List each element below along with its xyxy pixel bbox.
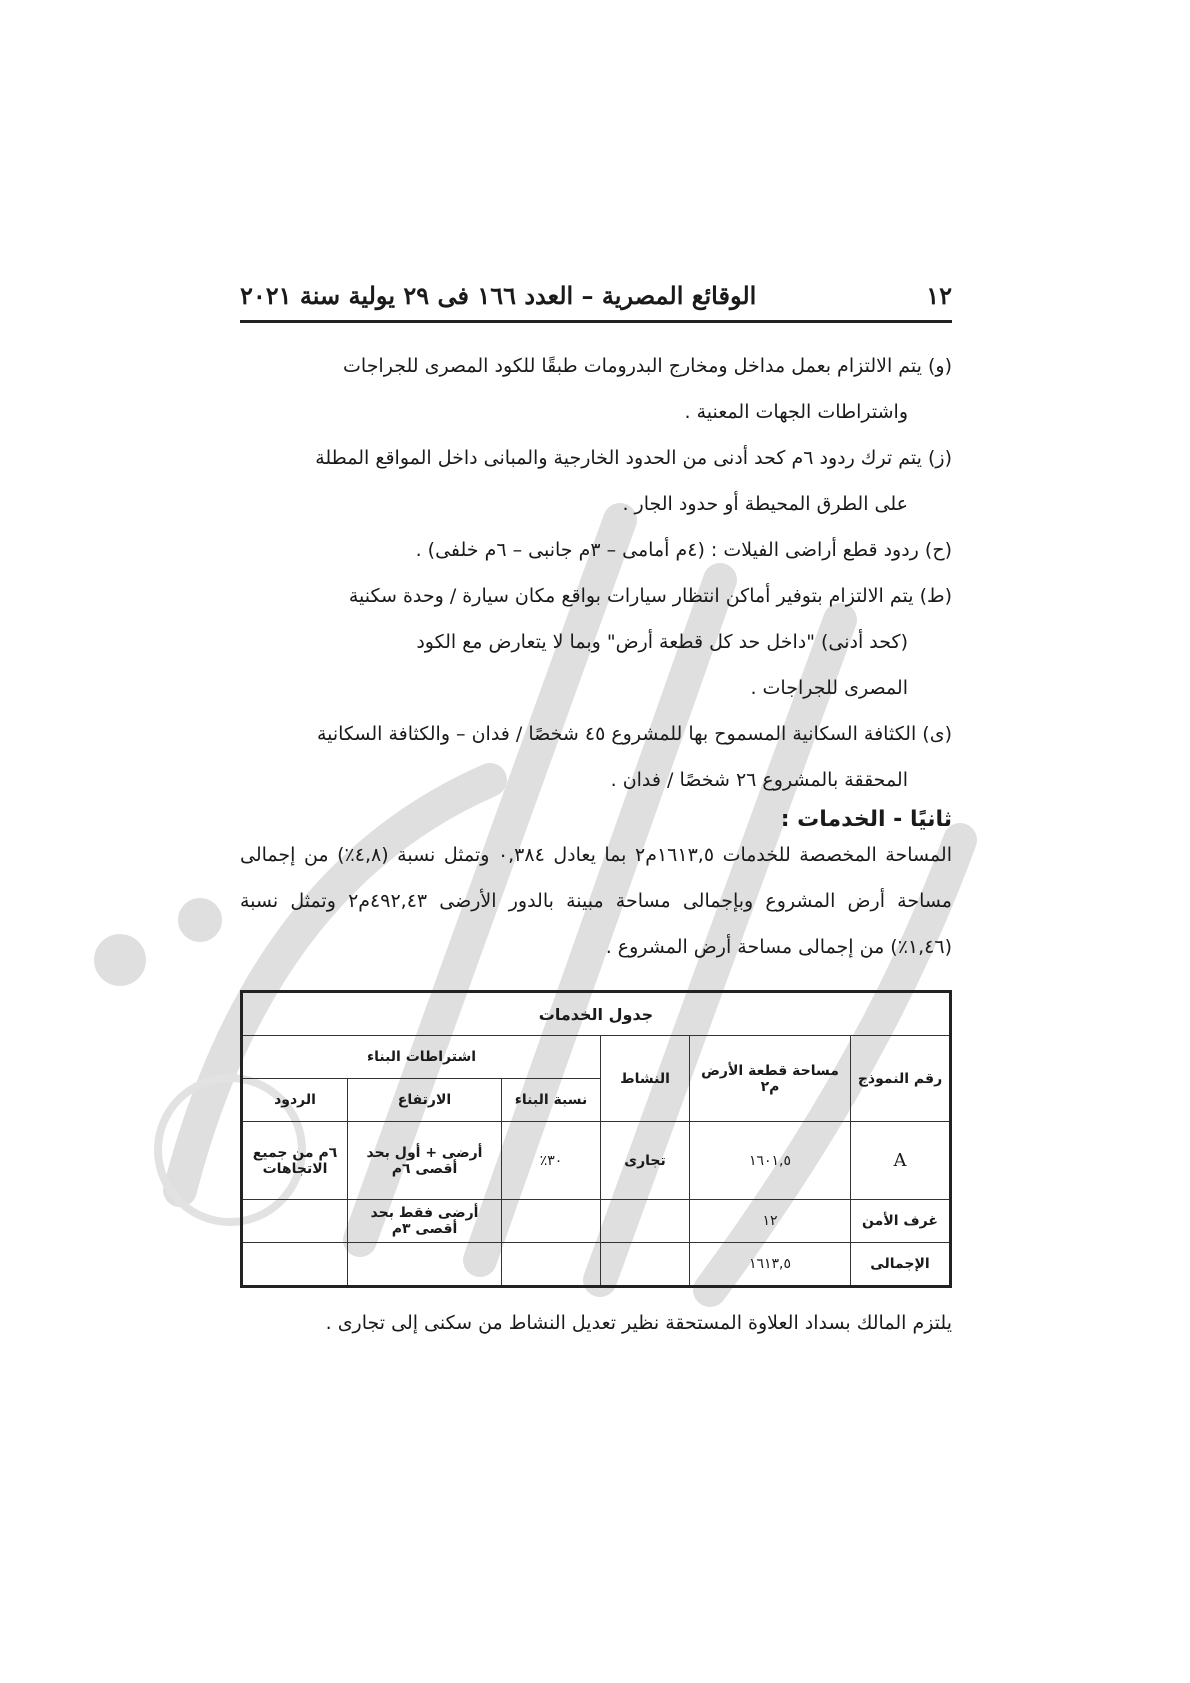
- cell-height: [348, 1243, 502, 1287]
- header-activity: النشاط: [601, 1036, 690, 1122]
- cell-setbacks: [242, 1200, 348, 1243]
- condition-line: يتم ترك ردود ٦م كحد أدنى من الحدود الخارجية والمبانى داخل المواقع المطلة: [315, 447, 922, 469]
- condition-item: [240, 573, 952, 711]
- condition-line: على الطرق المحيطة أو حدود الجار .: [622, 493, 908, 515]
- header-building-ratio: نسبة البناء: [502, 1079, 601, 1122]
- condition-item: [240, 343, 952, 435]
- condition-line: المحققة بالمشروع ٢٦ شخصًا / فدان .: [610, 769, 908, 791]
- cell-activity: [601, 1200, 690, 1243]
- cell-height: أرضى + أول بحد أقصى ٦م: [348, 1122, 502, 1200]
- condition-line: يتم الالتزام بعمل مداخل ومخارج البدرومات طبقًا للكود المصرى للجراجات: [343, 355, 922, 377]
- header-land-area: مساحة قطعة الأرض م٢: [690, 1036, 851, 1122]
- cell-land-area: ١٦١٣,٥: [690, 1243, 851, 1287]
- header-model-no: رقم النموذج: [851, 1036, 951, 1122]
- conditions-list: [240, 343, 952, 803]
- cell-building-ratio: [502, 1200, 601, 1243]
- header-setbacks: الردود: [242, 1079, 348, 1122]
- condition-line: واشتراطات الجهات المعنية .: [684, 401, 908, 423]
- condition-line: الكثافة السكانية المسموح بها للمشروع ٤٥ شخصًا / فدان – والكثافة السكانية: [316, 723, 917, 745]
- condition-line: ردود قطع أراضى الفيلات : (٤م أمامى – ٣م جانبى – ٦م خلفى) .: [415, 539, 919, 561]
- table-caption: جدول الخدمات: [242, 992, 951, 1036]
- table-row: [242, 1200, 951, 1243]
- section-suffix: :: [780, 807, 790, 832]
- cell-building-ratio: [502, 1243, 601, 1287]
- condition-marker: (ى): [922, 723, 952, 745]
- cell-activity: تجارى: [601, 1122, 690, 1200]
- cell-building-ratio: ٣٠٪: [502, 1122, 601, 1200]
- condition-marker: (ز): [927, 447, 952, 469]
- cell-land-area: ١٦٠١,٥: [690, 1122, 851, 1200]
- page-number: ١٢: [926, 281, 952, 310]
- cell-model-no: الإجمالى: [851, 1243, 951, 1287]
- header-height: الارتفاع: [348, 1079, 502, 1122]
- cell-model-no: A: [851, 1122, 951, 1200]
- header-building-conditions: اشتراطات البناء: [242, 1036, 601, 1079]
- condition-item: [240, 527, 952, 573]
- condition-line: المصرى للجراجات .: [750, 677, 908, 699]
- services-table: [240, 990, 952, 1288]
- document-page: [240, 270, 952, 1346]
- condition-line: يتم الالتزام بتوفير أماكن انتظار سيارات بواقع مكان سيارة / وحدة سكنية: [348, 585, 914, 607]
- condition-marker: (ط): [919, 585, 952, 607]
- condition-line: (كحد أدنى) "داخل حد كل قطعة أرض" وبما لا يتعارض مع الكود: [416, 631, 908, 653]
- cell-setbacks: ٦م من جميع الاتجاهات: [242, 1122, 348, 1200]
- cell-land-area: ١٢: [690, 1200, 851, 1243]
- cell-model-no: غرف الأمن: [851, 1200, 951, 1243]
- section-title: ثانيًا - الخدمات: [797, 807, 952, 832]
- services-paragraph: المساحة المخصصة للخدمات ١٦١٣,٥م٢ بما يعادل ٠,٣٨٤ وتمثل نسبة (٤,٨٪) من إجمالى مساحة أرض المشروع وبإجمالى مساحة مبينة بالدور الأرضى ٤٩٢,٤٣م٢ وتمثل نسبة (١,٤٦٪) من إجمالى مساحة أرض المشروع .: [240, 844, 952, 958]
- cell-setbacks: [242, 1243, 348, 1287]
- header-rule: [240, 320, 952, 323]
- gazette-title: الوقائع المصرية – العدد ١٦٦ فى ٢٩ يولية سنة ٢٠٢١: [240, 281, 757, 310]
- section-heading: [240, 807, 952, 832]
- condition-marker: (و): [927, 355, 952, 377]
- condition-marker: (ح): [924, 539, 952, 561]
- cell-height: أرضى فقط بحد أقصى ٣م: [348, 1200, 502, 1243]
- table-row: [242, 1243, 951, 1287]
- page-header: [240, 270, 952, 310]
- table-row: [242, 1122, 951, 1200]
- condition-item: [240, 435, 952, 527]
- closing-note: يلتزم المالك بسداد العلاوة المستحقة نظير تعديل النشاط من سكنى إلى تجارى .: [325, 1312, 952, 1334]
- condition-item: [240, 711, 952, 803]
- cell-activity: [601, 1243, 690, 1287]
